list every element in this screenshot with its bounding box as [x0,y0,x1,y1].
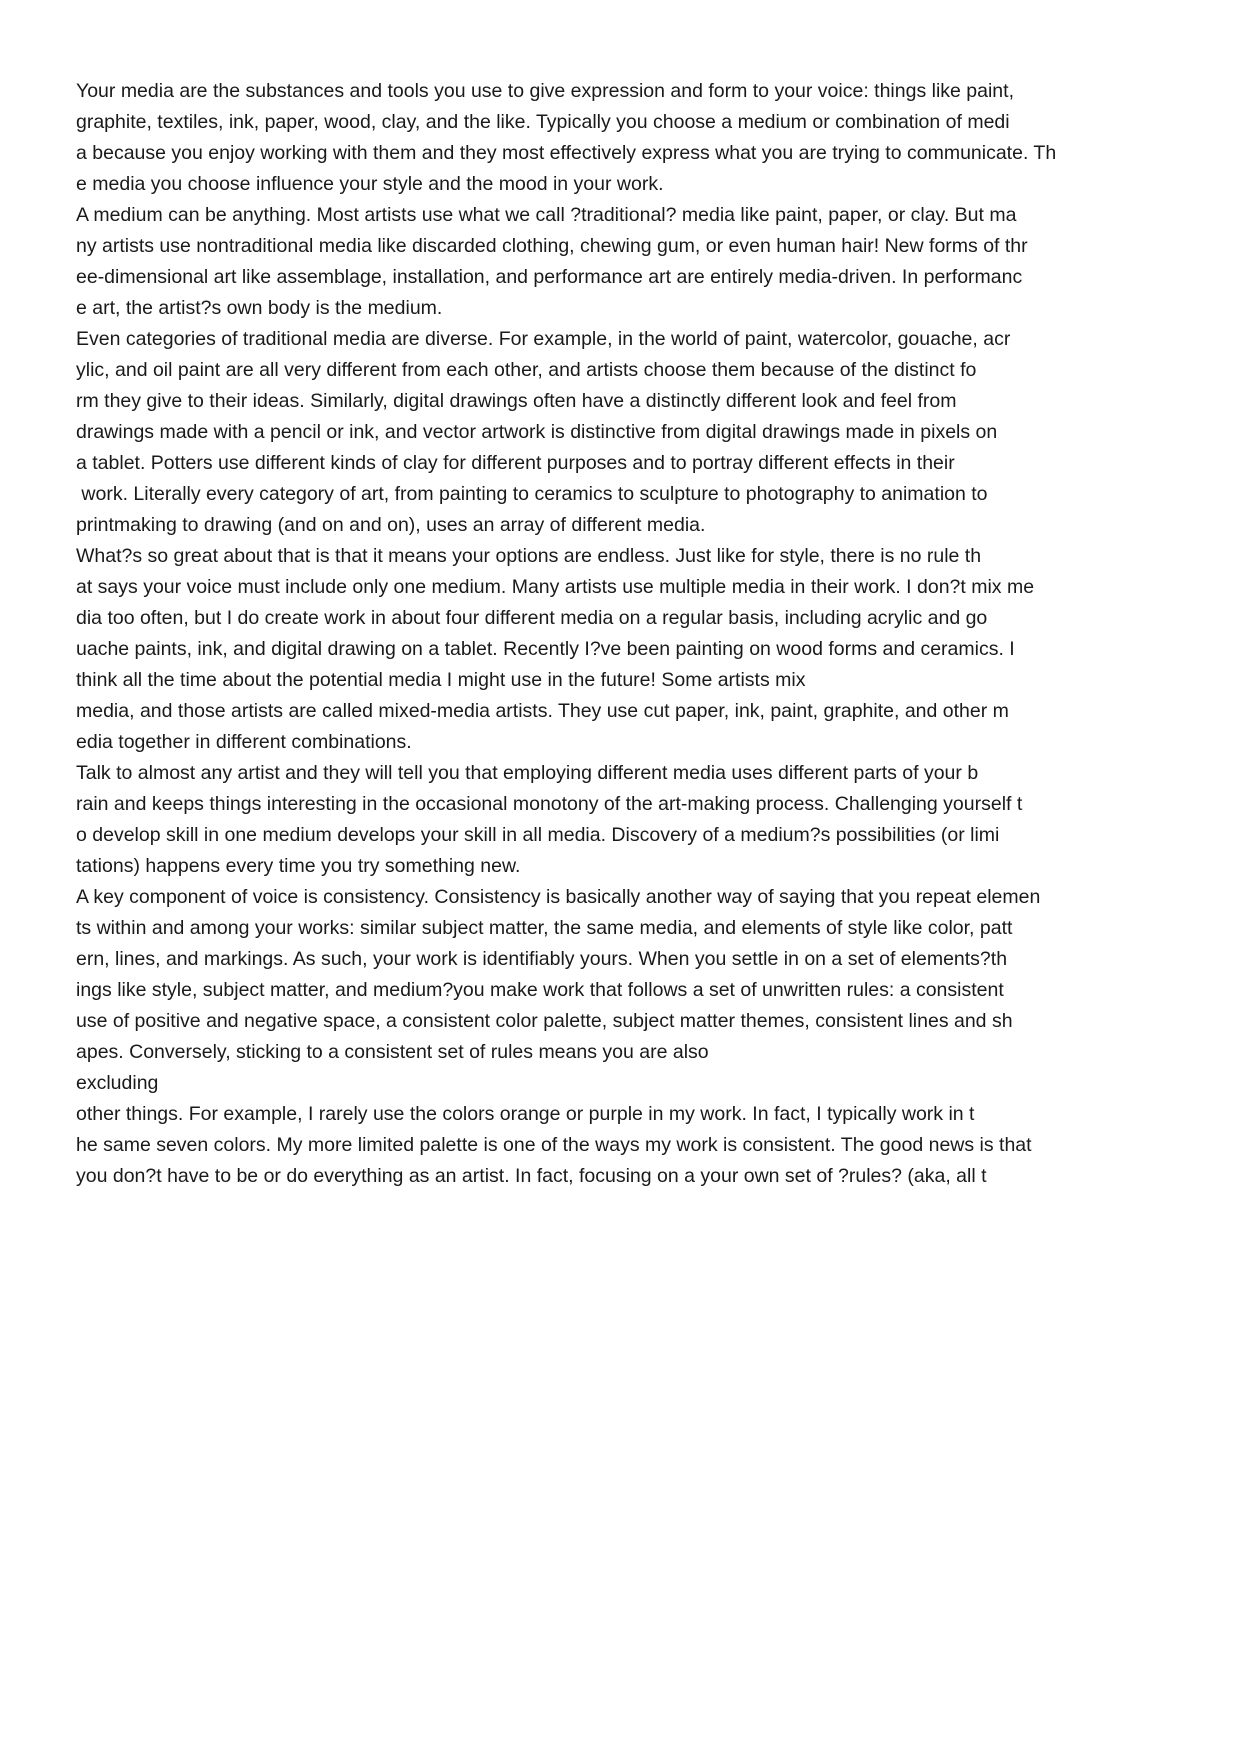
text-line: Even categories of traditional media are diverse. For example, in the world of paint, watercolor, gouache, acr [76,328,1011,350]
text-line: e art, the artist?s own body is the medium. [76,297,443,319]
text-line: ee-dimensional art like assemblage, installation, and performance art are entirely media-driven. In performanc [76,266,1023,288]
text-line: excluding [76,1072,159,1094]
text-line: rm they give to their ideas. Similarly, digital drawings often have a distinctly different look and feel from [76,390,957,412]
text-line: rain and keeps things interesting in the occasional monotony of the art-making process. Challenging yourself t [76,793,1023,815]
text-line: ings like style, subject matter, and medium?you make work that follows a set of unwritten rules: a consistent [76,979,1004,1001]
text-line: A key component of voice is consistency. Consistency is basically another way of saying that you repeat elemen [76,886,1041,908]
text-line: work. Literally every category of art, from painting to ceramics to sculpture to photography to animation to [76,483,988,505]
text-line: use of positive and negative space, a consistent color palette, subject matter themes, consistent lines and sh [76,1010,1013,1032]
text-line: media, and those artists are called mixed-media artists. They use cut paper, ink, paint, graphite, and other m [76,700,1009,722]
text-line: ern, lines, and markings. As such, your work is identifiably yours. When you settle in on a set of elements?th [76,948,1008,970]
text-line: o develop skill in one medium develops your skill in all media. Discovery of a medium?s possibilities (or limi [76,824,1000,846]
text-line: a tablet. Potters use different kinds of clay for different purposes and to portray different effects in their [76,452,955,474]
text-line: ylic, and oil paint are all very different from each other, and artists choose them because of the distinct fo [76,359,977,381]
text-line: drawings made with a pencil or ink, and vector artwork is distinctive from digital drawings made in pixels on [76,421,998,443]
text-line: printmaking to drawing (and on and on), uses an array of different media. [76,514,706,536]
text-line: other things. For example, I rarely use the colors orange or purple in my work. In fact, I typically work in t [76,1103,975,1125]
text-line: he same seven colors. My more limited palette is one of the ways my work is consistent. The good news is that [76,1134,1032,1156]
text-line: Your media are the substances and tools you use to give expression and form to your voice: things like paint, [76,80,1014,102]
text-line: What?s so great about that is that it means your options are endless. Just like for style, there is no rule th [76,545,982,567]
text-line: edia together in different combinations. [76,731,412,753]
text-line: you don?t have to be or do everything as an artist. In fact, focusing on a your own set of ?rules? (aka, all t [76,1165,987,1187]
text-line: think all the time about the potential media I might use in the future! Some artists mix [76,669,806,691]
text-line: Talk to almost any artist and they will tell you that employing different media uses different parts of your b [76,762,979,784]
text-line: uache paints, ink, and digital drawing on a tablet. Recently I?ve been painting on wood forms and ceramics. I [76,638,1015,660]
document-page [76,76,1176,1192]
text-line: graphite, textiles, ink, paper, wood, clay, and the like. Typically you choose a medium or combination of medi [76,111,1010,133]
text-line: a because you enjoy working with them and they most effectively express what you are trying to communicate. Th [76,142,1057,164]
text-line: apes. Conversely, sticking to a consistent set of rules means you are also [76,1041,709,1063]
text-line: ny artists use nontraditional media like discarded clothing, chewing gum, or even human hair! New forms of thr [76,235,1028,257]
text-line: e media you choose influence your style and the mood in your work. [76,173,664,195]
text-line: A medium can be anything. Most artists use what we call ?traditional? media like paint, paper, or clay. But ma [76,204,1017,226]
text-line: at says your voice must include only one medium. Many artists use multiple media in their work. I don?t mix me [76,576,1035,598]
text-line: ts within and among your works: similar subject matter, the same media, and elements of style like color, patt [76,917,1013,939]
text-line: tations) happens every time you try something new. [76,855,521,877]
text-line: dia too often, but I do create work in about four different media on a regular basis, including acrylic and go [76,607,988,629]
